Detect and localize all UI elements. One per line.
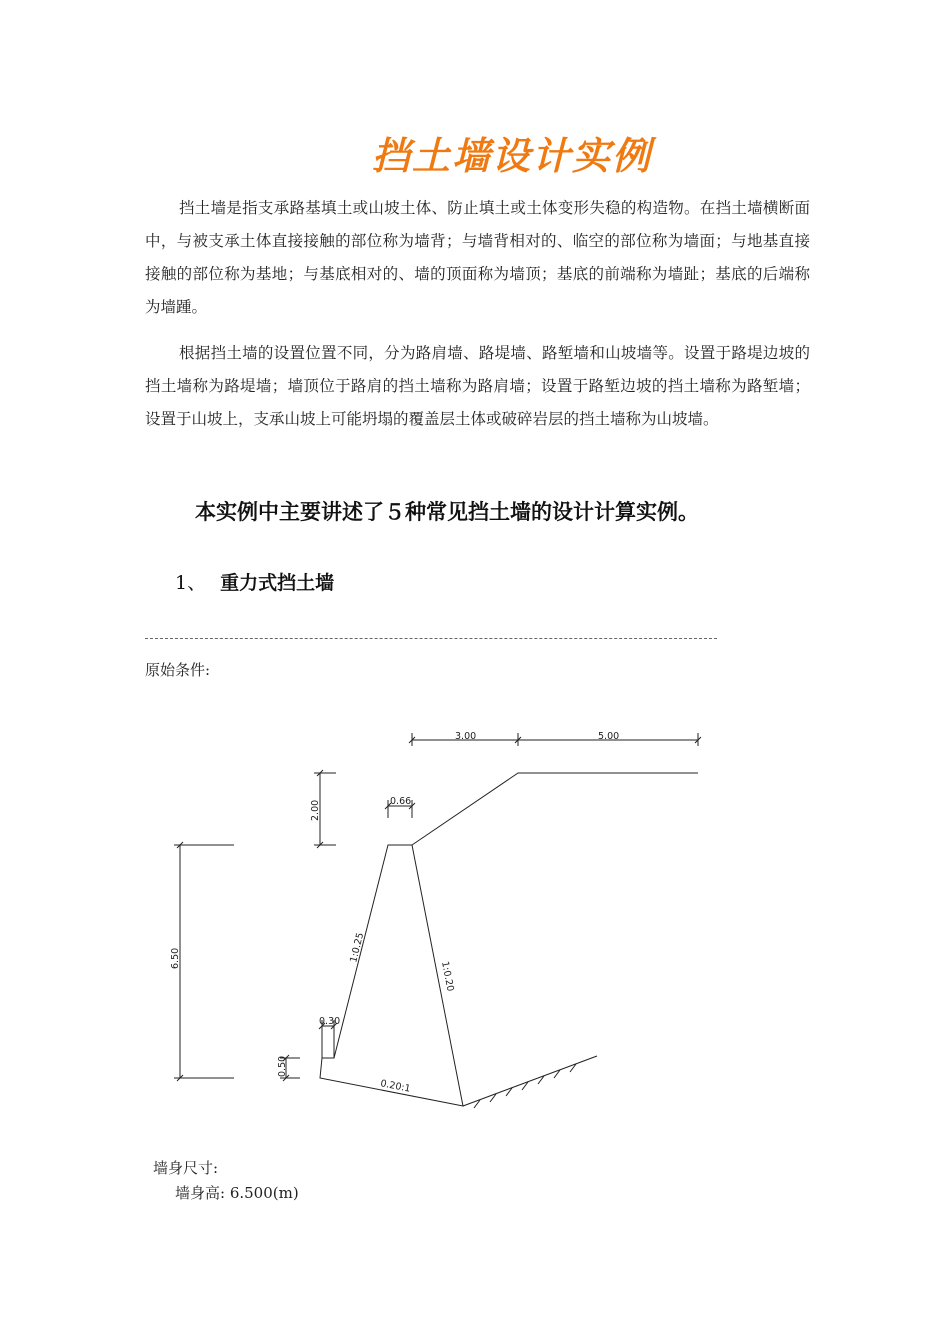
section-title: 重力式挡土墙 — [220, 572, 335, 594]
section-number: 1、 — [175, 572, 207, 594]
slope-label-front: 1:0.25 — [348, 931, 367, 964]
document-title: 挡土墙设计实例 — [372, 134, 653, 178]
top-dimension-line — [409, 733, 701, 746]
wall-dimensions-label: 墙身尺寸: — [153, 1159, 219, 1177]
wall-height-dimension — [174, 842, 234, 1081]
dim-label-backfill-height: 2.00 — [310, 799, 321, 821]
slope-label-back: 1:0.20 — [439, 960, 456, 993]
wall-outline — [320, 845, 463, 1106]
ground-line — [463, 1056, 597, 1106]
intro-paragraph-2: 根据挡土墙的设置位置不同，分为路肩墙、路堤墙、路堑墙和山坡墙等。设置于路堤边坡的挡土墙称为路堤墙；墙顶位于路肩的挡土墙称为路肩墙；设置于路堑边坡的挡土墙称为路堑墙；设置于山坡上，支承山坡上可能坍塌的覆盖层土体或破碎岩层的挡土墙称为山坡墙。 — [145, 344, 810, 428]
wall-height-value: 墙身高: 6.500(m) — [175, 1184, 299, 1202]
dim-label-toe-width: 0.30 — [319, 1016, 341, 1027]
dim-label-top-right: 5.00 — [598, 731, 620, 742]
ground-hatch-marks — [474, 1064, 576, 1108]
base-slope-label: 0.20:1 — [379, 1078, 412, 1095]
dim-label-wall-height: 6.50 — [170, 947, 181, 969]
dim-label-top-left: 3.00 — [455, 731, 477, 742]
backfill-surface-line — [412, 773, 698, 845]
summary-heading: 本实例中主要讲述了５种常见挡土墙的设计计算实例。 — [195, 500, 699, 524]
conditions-label: 原始条件: — [145, 661, 211, 679]
dim-label-toe-height: 0.50 — [277, 1055, 288, 1077]
intro-paragraph-1: 挡土墙是指支承路基填土或山坡土体、防止填土或土体变形失稳的构造物。在挡土墙横断面中，与被支承土体直接接触的部位称为墙背；与墙背相对的、临空的部位称为墙面；与地基直接接触的部位称为基地；与基底相对的、墙的顶面称为墙顶；基底的前端称为墙趾；基底的后端称为墙踵。 — [145, 199, 810, 316]
dim-label-crest-width: 0.66 — [390, 796, 412, 807]
